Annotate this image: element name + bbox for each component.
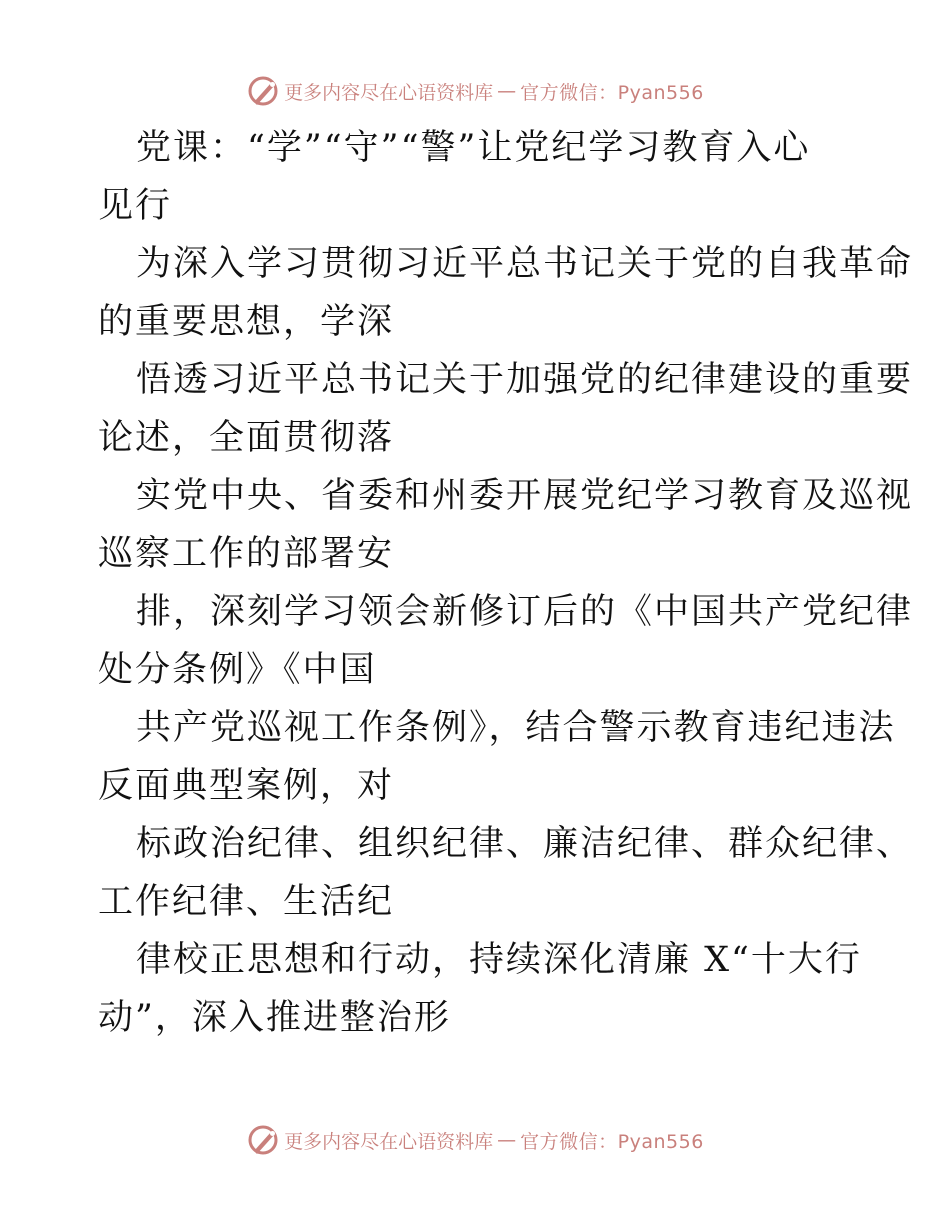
header-watermark [0,71,950,111]
watermark-text: 更多内容尽在心语资料库 [284,1130,494,1153]
text-line: 论述，全面贯彻落 [98,418,395,458]
text-line: 动”，深入推进整治形 [98,998,451,1038]
text-line: 处分条例》《中国 [98,650,377,690]
text-line: 律校正思想和行动，持续深化清廉 X“十大行 [136,940,862,980]
text-line: 见行 [98,186,173,226]
text-line: 为深入学习贯彻习近平总书记关于党的自我革命 [136,244,914,284]
text-line: 的重要思想，学深 [98,302,395,342]
text-line: 巡察工作的部署安 [98,534,395,574]
pen-logo-icon [246,1123,280,1157]
watermark-contact: 官方微信：Pyan556 [520,81,704,104]
watermark-text: 更多内容尽在心语资料库 [284,81,494,104]
text-line: 标政治纪律、组织纪律、廉洁纪律、群众纪律、 [136,824,914,864]
text-line: 实党中央、省委和州委开展党纪学习教育及巡视 [136,476,914,516]
watermark-dash: — [497,1129,517,1151]
text-line: 悟透习近平总书记关于加强党的纪律建设的重要 [136,360,914,400]
text-line: 党课：“学”“守”“警”让党纪学习教育入心 [136,128,811,168]
text-line: 共产党巡视工作条例》，结合警示教育违纪违法 [136,708,896,748]
pen-logo-icon [246,74,280,108]
text-line: 排，深刻学习领会新修订后的《中国共产党纪律 [136,592,914,632]
watermark-dash: — [497,80,517,102]
text-line: 工作纪律、生活纪 [98,882,395,922]
footer-watermark [0,1120,950,1160]
text-line: 反面典型案例，对 [98,766,395,806]
watermark-contact: 官方微信：Pyan556 [520,1130,704,1153]
